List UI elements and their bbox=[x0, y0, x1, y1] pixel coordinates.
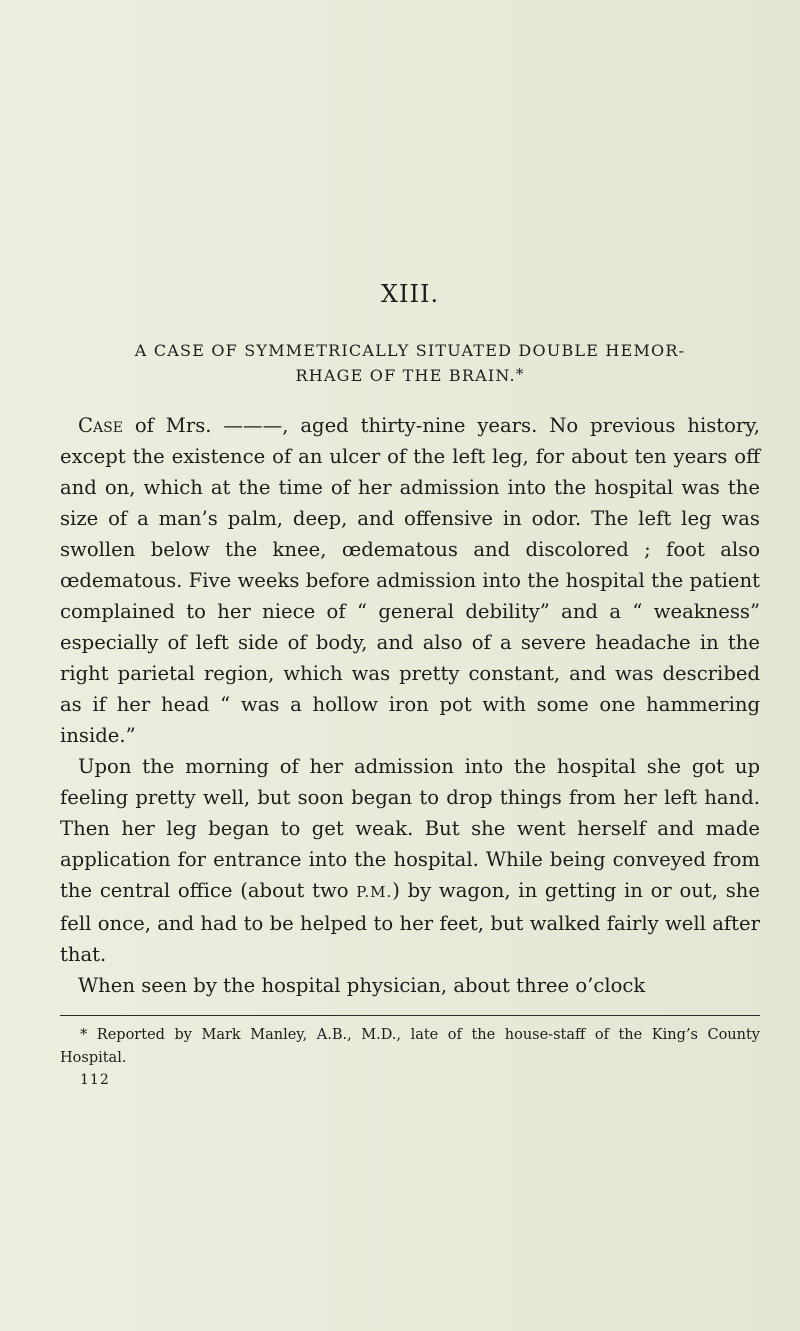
title-line-2: RHAGE OF THE BRAIN. bbox=[295, 365, 516, 385]
title-line-1: A CASE OF SYMMETRICALLY SITUATED DOUBLE HEMOR- bbox=[134, 340, 686, 360]
pm-abbrev: P.M. bbox=[356, 882, 393, 901]
chapter-number: XIII. bbox=[380, 280, 440, 308]
paragraph-1-text: of Mrs. ———, aged thirty-nine years. No previous history, except the existence of an ulcer of the left leg, for about ten years off and on, which at the time of her admission into the hospital was the size of a man’s palm, deep, and offensive in odor. The left leg was swollen below the knee, œdematous and discolored ; foot also œdematous. Five weeks before admission into the hospital the patient complained to her niece of “ general debility” and a “ weakness” especially of left side of body, and also of a severe headache in the right parietal region, which was pretty constant, and was described as if her head “ was a hollow iron pot with some one hammering inside.” bbox=[60, 413, 760, 747]
footnote-divider bbox=[60, 1015, 760, 1016]
footnote: * Reported by Mark Manley, A.B., M.D., late of the house-staff of the King’s County Hospital. bbox=[60, 1026, 760, 1066]
paragraph-1 bbox=[60, 410, 760, 751]
paragraph-3: When seen by the hospital physician, about three o’clock bbox=[78, 973, 646, 997]
page-number: 112 bbox=[80, 1071, 110, 1088]
paragraph-2-text-a: Upon the morning of her admission into the hospital she got up feeling pretty well, but soon began to drop things from her left hand. Then her leg began to get weak. But she went herself and made application for entrance into the hospital. While being conveyed from the central office (about two bbox=[60, 754, 760, 902]
footnote-mark: * bbox=[515, 364, 525, 383]
article-title bbox=[60, 339, 760, 388]
paragraph-2 bbox=[60, 751, 760, 970]
paragraph-2-text-b: ) by wagon, in getting in or out, she fell once, and had to be helped to her feet, but walked fairly well after that. bbox=[60, 878, 760, 966]
case-lead: Case bbox=[78, 413, 123, 437]
page-text bbox=[60, 280, 760, 1088]
